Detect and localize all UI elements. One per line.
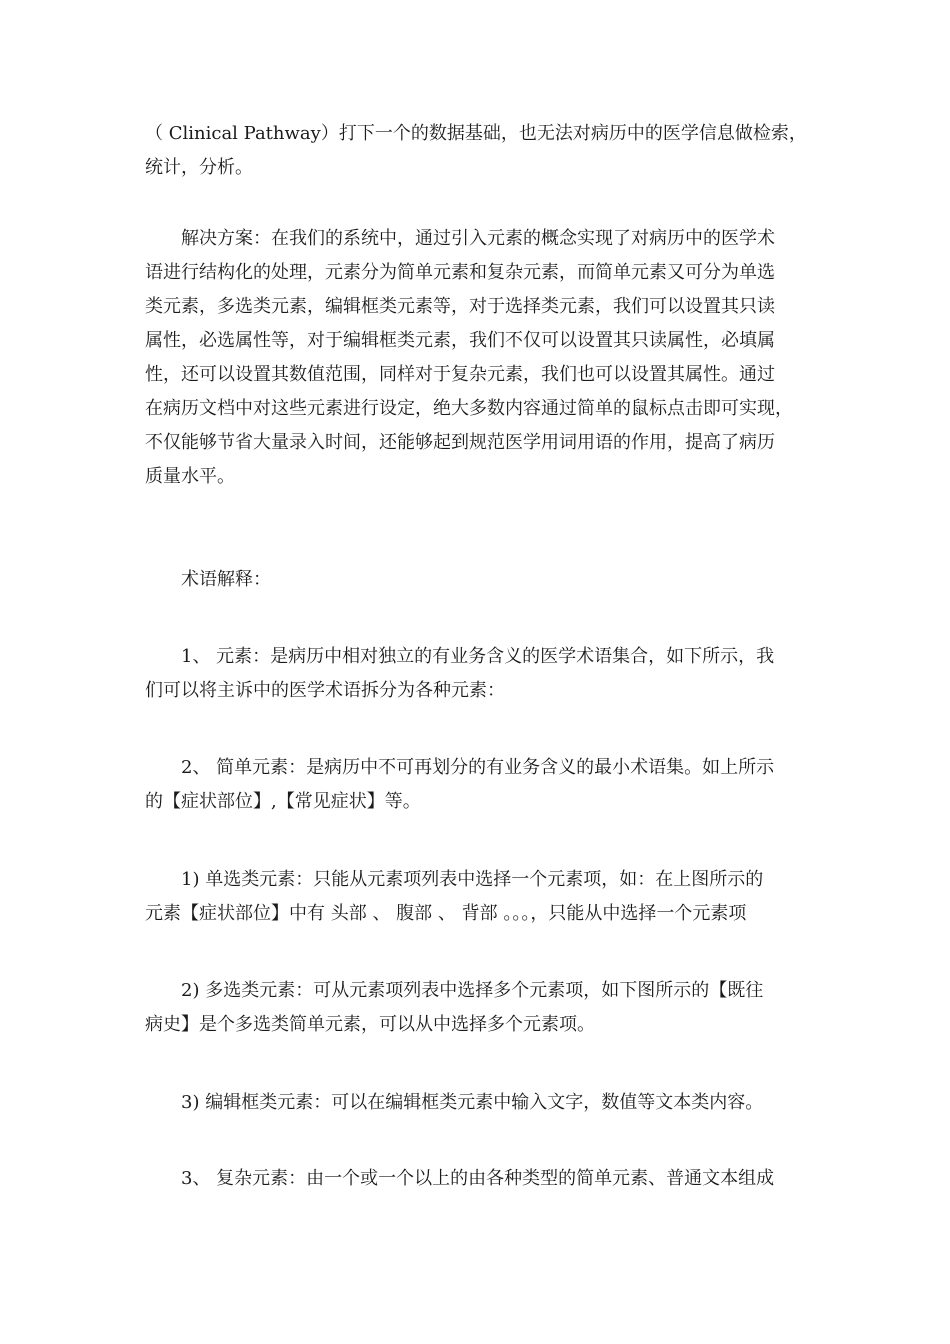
solution-line-2: 语进行结构化的处理，元素分为简单元素和复杂元素，而简单元素又可分为单选 — [145, 262, 775, 283]
solution-line-6: 在病历文档中对这些元素进行设定，绝大多数内容通过简单的鼠标点击即可实现， — [145, 398, 793, 419]
item-2-line-1: 2、 简单元素：是病历中不可再划分的有业务含义的最小术语集。如上所示 — [181, 757, 775, 778]
sub-item-3-line-1: 3) 编辑框类元素：可以在编辑框类元素中输入文字，数值等文本类内容。 — [181, 1092, 764, 1113]
item-2-line-2: 的【症状部位】,【常见症状】等。 — [145, 791, 421, 812]
sub-item-1-line-1: 1) 单选类元素：只能从元素项列表中选择一个元素项，如：在上图所示的 — [181, 869, 764, 890]
sub-item-2-line-1: 2) 多选类元素：可从元素项列表中选择多个元素项，如下图所示的【既往 — [181, 980, 764, 1001]
solution-line-7: 不仅能够节省大量录入时间，还能够起到规范医学用词用语的作用，提高了病历 — [145, 432, 775, 453]
item-3-line-1: 3、 复杂元素：由一个或一个以上的由各种类型的简单元素、普通文本组成 — [181, 1168, 775, 1189]
sub-item-2-line-2: 病史】是个多选类简单元素，可以从中选择多个元素项。 — [145, 1014, 595, 1035]
sub-item-3-paragraph — [145, 1086, 815, 1120]
solution-paragraph — [145, 222, 815, 494]
intro-paragraph — [145, 117, 815, 185]
solution-line-1: 解决方案：在我们的系统中，通过引入元素的概念实现了对病历中的医学术 — [181, 228, 775, 249]
solution-line-5: 性，还可以设置其数值范围，同样对于复杂元素，我们也可以设置其属性。通过 — [145, 364, 775, 385]
sub-item-2-paragraph — [145, 974, 815, 1042]
terms-heading: 术语解释： — [181, 569, 271, 590]
item-2-paragraph — [145, 751, 815, 819]
solution-line-4: 属性，必选属性等，对于编辑框类元素，我们不仅可以设置其只读属性，必填属 — [145, 330, 775, 351]
item-1-paragraph — [145, 640, 815, 708]
terms-heading-block — [145, 563, 815, 597]
intro-line-1: （ Clinical Pathway）打下一个的数据基础，也无法对病历中的医学信息做检索， — [145, 123, 807, 144]
sub-item-1-paragraph — [145, 863, 815, 931]
item-3-paragraph — [145, 1162, 815, 1196]
sub-item-1-line-2: 元素【症状部位】中有 头部 、 腹部 、 背部 。。。，只能从中选择一个元素项 — [145, 903, 747, 924]
solution-line-8: 质量水平。 — [145, 466, 235, 487]
item-1-line-2: 们可以将主诉中的医学术语拆分为各种元素： — [145, 680, 505, 701]
solution-line-3: 类元素，多选类元素，编辑框类元素等，对于选择类元素，我们可以设置其只读 — [145, 296, 775, 317]
intro-line-2: 统计，分析。 — [145, 157, 253, 178]
item-1-line-1: 1、 元素：是病历中相对独立的有业务含义的医学术语集合，如下所示，我 — [181, 646, 775, 667]
